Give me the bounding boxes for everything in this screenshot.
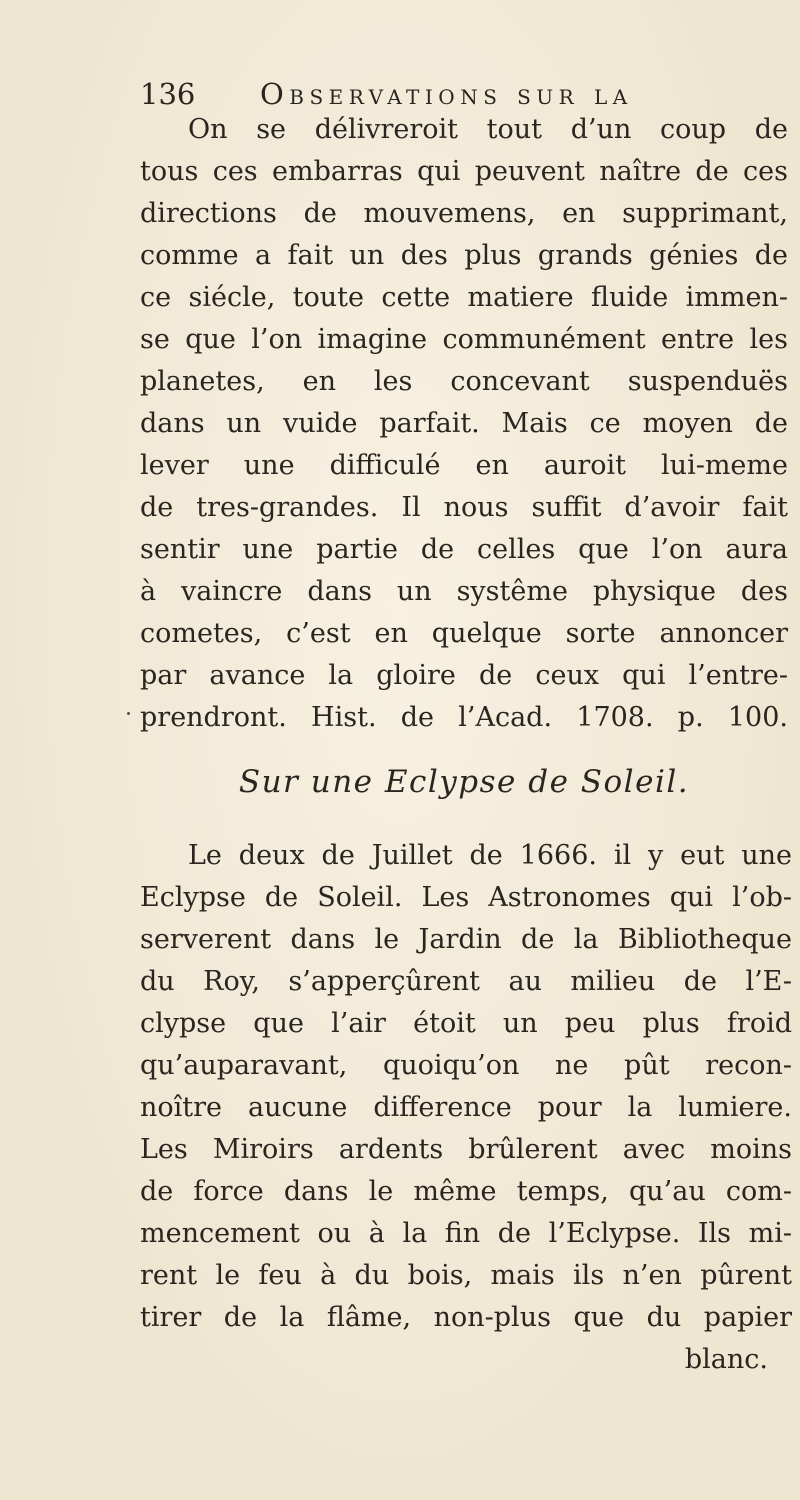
text-line: de force dans le même temps, qu’au com- (140, 1176, 792, 1207)
text-line: serverent dans le Jardin de la Bibliotheque (140, 924, 792, 955)
text-line: comme a fait un des plus grands génies de (140, 240, 788, 271)
text-line: par avance la gloire de ceux qui l’entre- (140, 660, 788, 691)
text-line: lever une difficulé en auroit lui-meme (140, 450, 788, 481)
text-line: directions de mouvemens, en supprimant, (140, 198, 788, 229)
text-line: se que l’on imagine communément entre les (140, 324, 788, 355)
text-line: clypse que l’air étoit un peu plus froid (140, 1008, 792, 1039)
text-line: tous ces embarras qui peuvent naître de ces (140, 156, 788, 187)
running-head: Observations sur la (260, 77, 633, 111)
paragraph-eclipse (140, 835, 792, 1381)
text-line: du Roy, s’apperçûrent au milieu de l’E- (140, 966, 792, 997)
text-line: qu’auparavant, quoiqu’on ne pût recon- (140, 1050, 792, 1081)
text-line: cometes, c’est en quelque sorte annoncer (140, 618, 788, 649)
text-line: noître aucune difference pour la lumiere. (140, 1092, 792, 1123)
catchword: blanc. (684, 1344, 768, 1375)
text-line-citation: prendront. Hist. de l’Acad. 1708. p. 100. (140, 702, 788, 733)
text-line: Les Miroirs ardents brûlerent avec moins (140, 1134, 792, 1165)
text-line: à vaincre dans un systême physique des (140, 576, 788, 607)
text-line: On se délivreroit tout d’un coup de (188, 114, 788, 145)
text-line: tirer de la flâme, non-plus que du papier (140, 1302, 792, 1333)
text-line: rent le feu à du bois, mais ils n’en pûrent (140, 1260, 792, 1291)
text-line: Le deux de Juillet de 1666. il y eut une (188, 840, 792, 871)
text-line: dans un vuide parfait. Mais ce moyen de (140, 408, 788, 439)
text-line: mencement ou à la fin de l’Eclypse. Ils mi- (140, 1218, 792, 1249)
text-line: planetes, en les concevant suspenduës (140, 366, 788, 397)
text-line: sentir une partie de celles que l’on aura (140, 534, 788, 565)
paragraph-comets (140, 109, 788, 739)
text-line: Eclypse de Soleil. Les Astronomes qui l’ob- (140, 882, 792, 913)
text-line: ce siécle, toute cette matiere fluide immen- (140, 282, 788, 313)
page-header (140, 74, 760, 114)
printer-mark (127, 712, 130, 715)
section-heading: Sur une Eclypse de Soleil. (238, 764, 690, 800)
page-number: 136 (140, 77, 196, 111)
text-line: de tres-grandes. Il nous suffit d’avoir fait (140, 492, 788, 523)
